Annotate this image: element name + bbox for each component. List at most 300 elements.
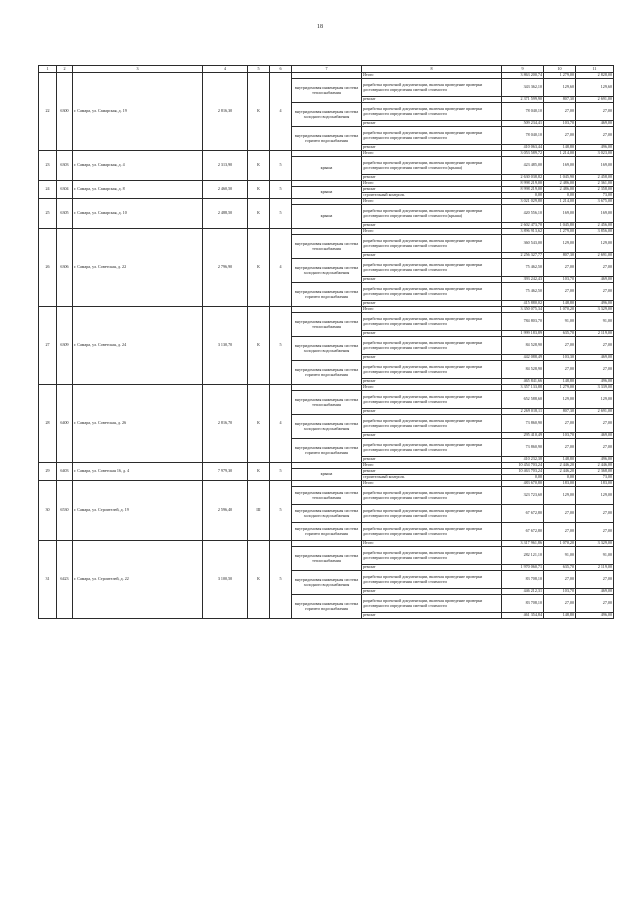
work-limit-cost: 2 691,00 (576, 97, 614, 103)
work-unit-cost: 27,00 (544, 505, 576, 523)
house-area: 2 313,90 (203, 151, 248, 181)
work-limit-cost: 27,00 (576, 361, 614, 379)
work-unit-cost: 27,00 (544, 439, 576, 457)
work-unit-cost: 103,70 (544, 277, 576, 283)
work-limit-cost: 73,00 (576, 475, 614, 481)
work-type: ремонт (362, 409, 502, 415)
work-cost: 67 672,80 (502, 523, 544, 541)
work-type: разработка проектной документации, включая проведение проверки достоверности определения сметной стоимости (362, 439, 502, 457)
house-code: 6530 (57, 481, 73, 541)
work-unit-cost: 148,80 (544, 379, 576, 385)
work-type: ремонт (362, 433, 502, 439)
work-type: ремонт (362, 331, 502, 337)
row-number: 30 (39, 481, 57, 541)
work-type: разработка проектной документации, включая проведение проверки достоверности определения сметной стоимости (362, 523, 502, 541)
row-number: 26 (39, 229, 57, 307)
work-type: ремонт (362, 613, 502, 619)
work-cost: 1 970 060,71 (502, 565, 544, 571)
work-type: ремонт (362, 187, 502, 193)
work-unit-cost: 807,30 (544, 97, 576, 103)
house-class: К (248, 463, 270, 481)
item-total-label: Итого (362, 463, 502, 469)
house-class: К (248, 229, 270, 307)
house-address: г. Самара, ул. Строителей, д. 19 (73, 481, 203, 541)
work-unit-cost: 27,00 (544, 337, 576, 355)
work-unit-cost: 91,00 (544, 313, 576, 331)
item-total-label: Итого (362, 307, 502, 313)
total-limit-cost: 3 329,00 (576, 541, 614, 547)
work-type: разработка проектной документации, включая проведение проверки достоверности определения сметной стоимости (362, 505, 502, 523)
house-code: 6309 (57, 307, 73, 385)
work-type: строительный контроль (362, 193, 502, 199)
work-unit-cost: 27,00 (544, 415, 576, 433)
item-total-label: Итого (362, 541, 502, 547)
total-limit-cost: 3 329,00 (576, 307, 614, 313)
column-number: 8 (362, 66, 502, 73)
work-cost: 420 556,10 (502, 205, 544, 223)
house-floors: 5 (270, 463, 292, 481)
house-floors: 5 (270, 151, 292, 181)
work-unit-cost: 1 045,80 (544, 223, 576, 229)
work-cost: 78 040,10 (502, 127, 544, 145)
work-type: ремонт (362, 277, 502, 283)
total-cost: 10 454 703,24 (502, 463, 544, 469)
house-address: г. Самара, ул. Самарская, д. 8 (73, 181, 203, 199)
work-limit-cost: 2 119,00 (576, 565, 614, 571)
system-name: внутридомовая инженерная система теплоснабжения (292, 313, 362, 337)
work-type: строительный контроль (362, 475, 502, 481)
row-number: 28 (39, 385, 57, 463)
work-type: разработка проектной документации, включая проведение проверки достоверности определения сметной стоимости (362, 547, 502, 565)
work-unit-cost: 0,00 (544, 193, 576, 199)
work-limit-cost: 129,00 (576, 391, 614, 409)
work-type: разработка проектной документации, включая проведение проверки достоверности определения сметной стоимости (362, 313, 502, 331)
column-number: 7 (292, 66, 362, 73)
work-limit-cost: 2 456,00 (576, 223, 614, 229)
total-cost: 3 021 029,80 (502, 199, 544, 205)
total-cost: 3 350 075,34 (502, 307, 544, 313)
work-type: ремонт (362, 175, 502, 181)
work-limit-cost: 169,00 (576, 205, 614, 223)
total-cost: 3 896 913,62 (502, 229, 544, 235)
work-type: разработка проектной документации, включая проведение проверки достоверности определения сметной стоимости (362, 415, 502, 433)
work-limit-cost: 496,00 (576, 457, 614, 463)
system-name: внутридомовая инженерная система горячего водоснабжения (292, 595, 362, 619)
work-cost: 295 410,49 (502, 433, 544, 439)
system-name: внутридомовая инженерная система теплоснабжения (292, 79, 362, 103)
work-type: разработка проектной документации, включая проведение проверки достоверности определения сметной стоимости (крыша) (362, 157, 502, 175)
work-limit-cost: 469,00 (576, 121, 614, 127)
work-unit-cost: 635,70 (544, 331, 576, 337)
column-number: 2 (57, 66, 73, 73)
system-name: крыша (292, 469, 362, 481)
work-unit-cost: 27,00 (544, 283, 576, 301)
column-number: 5 (248, 66, 270, 73)
house-area: 2 816,70 (203, 385, 248, 463)
work-type: разработка проектной документации, включая проведение проверки достоверности определения сметной стоимости (362, 259, 502, 277)
total-cost: 3 317 961,86 (502, 541, 544, 547)
work-unit-cost: 2 486,00 (544, 187, 576, 193)
house-area: 2 816,30 (203, 73, 248, 151)
total-limit-cost: 3 675,00 (576, 199, 614, 205)
house-area: 2 596,40 (203, 481, 248, 541)
work-unit-cost: 129,00 (544, 235, 576, 253)
house-address: г. Самара, ул. Строителей, д. 22 (73, 541, 203, 619)
work-limit-cost: 27,00 (576, 523, 614, 541)
work-limit-cost: 27,00 (576, 259, 614, 277)
work-limit-cost: 2 368,00 (576, 469, 614, 475)
work-unit-cost: 27,00 (544, 523, 576, 541)
work-limit-cost: 2 691,00 (576, 409, 614, 415)
work-cost: 360 543,00 (502, 235, 544, 253)
total-limit-cost: 2 828,00 (576, 73, 614, 79)
work-limit-cost: 496,00 (576, 145, 614, 151)
house-address: г. Самара, ул. Советская, д. 24 (73, 307, 203, 385)
house-class: К (248, 199, 270, 229)
system-name: внутридомовая инженерная система горячего водоснабжения (292, 439, 362, 463)
system-name: внутридомовая инженерная система горячего водоснабжения (292, 523, 362, 541)
row-number: 22 (39, 73, 57, 151)
work-unit-cost: 0,00 (544, 475, 576, 481)
house-code: 6300 (57, 73, 73, 151)
work-type: ремонт (362, 457, 502, 463)
house-code: 6400 (57, 385, 73, 463)
house-address: г. Самара, ул. Самарская, д. 19 (73, 73, 203, 151)
row-number: 25 (39, 199, 57, 229)
work-unit-cost: 148,80 (544, 301, 576, 307)
house-class: К (248, 151, 270, 181)
work-cost: 73 860,90 (502, 415, 544, 433)
work-unit-cost: 27,00 (544, 259, 576, 277)
row-number: 29 (39, 463, 57, 481)
work-limit-cost: 469,00 (576, 433, 614, 439)
work-type: разработка проектной документации, включая проведение проверки достоверности определения сметной стоимости (362, 487, 502, 505)
work-cost: 784 803,70 (502, 313, 544, 331)
work-limit-cost: 91,00 (576, 547, 614, 565)
work-cost: 83 708,10 (502, 595, 544, 613)
work-unit-cost: 103,70 (544, 433, 576, 439)
column-number: 11 (576, 66, 614, 73)
total-limit-cost: 2 361,00 (576, 181, 614, 187)
work-unit-cost: 129,60 (544, 79, 576, 97)
work-limit-cost: 469,00 (576, 277, 614, 283)
work-type: разработка проектной документации, включая проведение проверки достоверности определения сметной стоимости (362, 391, 502, 409)
work-unit-cost: 27,00 (544, 571, 576, 589)
house-code: 6423 (57, 541, 73, 619)
column-number: 10 (544, 66, 576, 73)
item-total-label: Итого (362, 181, 502, 187)
house-code: 6303 (57, 151, 73, 181)
house-code: 6403 (57, 463, 73, 481)
work-limit-cost: 27,00 (576, 571, 614, 589)
row-number: 31 (39, 541, 57, 619)
page-number: 18 (317, 24, 323, 30)
work-type: разработка проектной документации, включая проведение проверки достоверности определения сметной стоимости (362, 337, 502, 355)
house-area: 3 100,50 (203, 541, 248, 619)
work-type: ремонт (362, 469, 502, 475)
house-code: 6304 (57, 181, 73, 199)
work-unit-cost: 27,00 (544, 127, 576, 145)
work-limit-cost: 27,00 (576, 505, 614, 523)
system-name: внутридомовая инженерная система теплоснабжения (292, 235, 362, 259)
work-unit-cost: 27,00 (544, 595, 576, 613)
work-cost: 423 485,00 (502, 157, 544, 175)
total-cost: 8 998 219,00 (502, 181, 544, 187)
work-type: ремонт (362, 379, 502, 385)
work-cost: 84 528,90 (502, 361, 544, 379)
house-floors: 5 (270, 481, 292, 541)
work-type: разработка проектной документации, включая проведение проверки достоверности определения сметной стоимости (362, 571, 502, 589)
house-code: 6306 (57, 229, 73, 307)
work-cost: 2 602 473,70 (502, 223, 544, 229)
work-limit-cost: 27,00 (576, 337, 614, 355)
house-area: 2 488,50 (203, 199, 248, 229)
work-type: ремонт (362, 301, 502, 307)
work-type: ремонт (362, 355, 502, 361)
house-area: 7 979,30 (203, 463, 248, 481)
total-cost: 3 357 133,88 (502, 385, 544, 391)
system-name: внутридомовая инженерная система теплоснабжения (292, 487, 362, 505)
total-limit-cost: 3 856,00 (576, 229, 614, 235)
system-name: крыша (292, 187, 362, 199)
house-class: К (248, 181, 270, 199)
system-name: внутридомовая инженерная система холодного водоснабжения (292, 259, 362, 283)
work-limit-cost: 496,00 (576, 379, 614, 385)
system-name: внутридомовая инженерная система горячего водоснабжения (292, 127, 362, 151)
work-cost: 73 860,90 (502, 439, 544, 457)
system-name: крыша (292, 205, 362, 229)
house-class: К (248, 541, 270, 619)
work-unit-cost: 148,80 (544, 145, 576, 151)
work-limit-cost: 129,00 (576, 235, 614, 253)
house-address: г. Самара, ул. Самарская, д. 4 (73, 151, 203, 181)
item-total-label: Итого (362, 199, 502, 205)
work-type: разработка проектной документации, включая проведение проверки достоверности определения сметной стоимости (крыша) (362, 205, 502, 223)
work-limit-cost: 2 119,00 (576, 331, 614, 337)
work-unit-cost: 169,00 (544, 205, 576, 223)
total-limit-cost: 3 023,00 (576, 151, 614, 157)
work-limit-cost: 91,00 (576, 313, 614, 331)
work-unit-cost: 129,00 (544, 391, 576, 409)
system-name: внутридомовая инженерная система холодного водоснабжения (292, 415, 362, 439)
work-cost: 410 232,38 (502, 457, 544, 463)
work-cost: 442 088,49 (502, 355, 544, 361)
house-area: 2 460,50 (203, 181, 248, 199)
work-cost: 2 630 038,82 (502, 175, 544, 181)
work-unit-cost: 807,30 (544, 409, 576, 415)
work-limit-cost: 169,00 (576, 157, 614, 175)
house-class: К (248, 385, 270, 463)
work-type: ремонт (362, 121, 502, 127)
system-name: внутридомовая инженерная система теплоснабжения (292, 391, 362, 415)
column-number-row (39, 66, 614, 73)
work-type: ремонт (362, 223, 502, 229)
item-total-label: Итого (362, 73, 502, 79)
house-class: К (248, 307, 270, 385)
work-cost: 446 212,31 (502, 589, 544, 595)
work-unit-cost: 148,80 (544, 613, 576, 619)
work-limit-cost: 27,00 (576, 103, 614, 121)
house-address: г. Самара, ул. Советская 16, д. 4 (73, 463, 203, 481)
total-unit-cost: 1 070,20 (544, 307, 576, 313)
work-cost: 8 998 219,00 (502, 187, 544, 193)
column-number: 4 (203, 66, 248, 73)
house-floors: 5 (270, 199, 292, 229)
work-limit-cost: 2 691,00 (576, 253, 614, 259)
house-address: г. Самара, ул. Советская, д. 22 (73, 229, 203, 307)
work-cost: 509 234,41 (502, 121, 544, 127)
work-cost: 75 462,50 (502, 283, 544, 301)
system-name: внутридомовая инженерная система холодного водоснабжения (292, 103, 362, 127)
work-cost: 282 121,10 (502, 547, 544, 565)
work-unit-cost: 27,00 (544, 361, 576, 379)
total-cost: 3 053 589,72 (502, 151, 544, 157)
work-limit-cost: 496,00 (576, 613, 614, 619)
work-unit-cost: 169,00 (544, 157, 576, 175)
work-unit-cost: 807,30 (544, 253, 576, 259)
item-total-label: Итого (362, 385, 502, 391)
work-unit-cost: 1 045,90 (544, 175, 576, 181)
work-cost: 465 841,66 (502, 379, 544, 385)
work-type: разработка проектной документации, включая проведение проверки достоверности определения сметной стоимости (362, 79, 502, 97)
work-limit-cost: 2 358,00 (576, 187, 614, 193)
house-floors: 4 (270, 385, 292, 463)
total-unit-cost: 1 070,20 (544, 541, 576, 547)
total-unit-cost: 1 279,00 (544, 385, 576, 391)
work-limit-cost: 73,00 (576, 193, 614, 199)
work-cost: 2 269 018,11 (502, 409, 544, 415)
work-cost: 10 463 703,24 (502, 469, 544, 475)
column-number: 6 (270, 66, 292, 73)
system-name: внутридомовая инженерная система холодного водоснабжения (292, 505, 362, 523)
work-cost: 2 371 599,90 (502, 97, 544, 103)
work-limit-cost: 27,00 (576, 439, 614, 457)
work-type: разработка проектной документации, включая проведение проверки достоверности определения сметной стоимости (362, 235, 502, 253)
total-unit-cost: 1 279,00 (544, 73, 576, 79)
item-total-label: Итого (362, 151, 502, 157)
work-limit-cost: 469,00 (576, 355, 614, 361)
work-unit-cost: 103,70 (544, 121, 576, 127)
work-limit-cost: 27,00 (576, 595, 614, 613)
work-unit-cost: 2 446,20 (544, 469, 576, 475)
item-total-label: Итого (362, 481, 502, 487)
work-type: ремонт (362, 145, 502, 151)
work-type: разработка проектной документации, включая проведение проверки достоверности определения сметной стоимости (362, 595, 502, 613)
work-unit-cost: 27,00 (544, 103, 576, 121)
work-cost: 75 462,50 (502, 259, 544, 277)
total-unit-cost: 1 214,00 (544, 151, 576, 157)
work-limit-cost: 129,60 (576, 79, 614, 97)
house-area: 3 130,70 (203, 307, 248, 385)
work-limit-cost: 2 458,00 (576, 175, 614, 181)
total-limit-cost: 3 339,00 (576, 385, 614, 391)
house-code: 6305 (57, 199, 73, 229)
work-cost: 67 672,80 (502, 505, 544, 523)
house-address: г. Самара, ул. Самарская, д. 10 (73, 199, 203, 229)
work-limit-cost: 27,00 (576, 283, 614, 301)
system-name: крыша (292, 157, 362, 181)
work-limit-cost: 27,00 (576, 415, 614, 433)
column-number: 3 (73, 66, 203, 73)
house-floors: 5 (270, 307, 292, 385)
work-cost: 343 362,10 (502, 79, 544, 97)
total-limit-cost: 183,00 (576, 481, 614, 487)
system-name: внутридомовая инженерная система холодного водоснабжения (292, 571, 362, 595)
work-limit-cost: 27,00 (576, 127, 614, 145)
work-unit-cost: 103,70 (544, 589, 576, 595)
work-unit-cost: 129,00 (544, 487, 576, 505)
column-number: 9 (502, 66, 544, 73)
work-cost: 323 723,60 (502, 487, 544, 505)
house-class: Ш (248, 481, 270, 541)
total-cost: 483 670,80 (502, 481, 544, 487)
system-name: внутридомовая инженерная система горячего водоснабжения (292, 361, 362, 385)
house-floors: 4 (270, 73, 292, 151)
row-number: 24 (39, 181, 57, 199)
work-type: ремонт (362, 253, 502, 259)
total-limit-cost: 2 446,00 (576, 463, 614, 469)
total-unit-cost: 2 446,20 (544, 463, 576, 469)
work-type: разработка проектной документации, включая проведение проверки достоверности определения сметной стоимости (362, 127, 502, 145)
house-floors: 5 (270, 541, 292, 619)
column-number: 1 (39, 66, 57, 73)
work-cost: 393 242,43 (502, 277, 544, 283)
work-cost: 1 999 183,89 (502, 331, 544, 337)
row-number: 23 (39, 151, 57, 181)
work-cost: 415 880,02 (502, 301, 544, 307)
total-unit-cost: 2 486,00 (544, 181, 576, 187)
table-body (39, 73, 614, 619)
system-name: внутридомовая инженерная система холодного водоснабжения (292, 337, 362, 361)
item-total-label: Итого (362, 229, 502, 235)
work-limit-cost: 496,00 (576, 301, 614, 307)
work-cost: 78 040,10 (502, 103, 544, 121)
row-number: 27 (39, 307, 57, 385)
work-unit-cost: 635,70 (544, 565, 576, 571)
work-cost: 0,00 (502, 475, 544, 481)
work-type: ремонт (362, 589, 502, 595)
work-cost: 410 063,44 (502, 145, 544, 151)
work-limit-cost: 129,00 (576, 487, 614, 505)
system-name: внутридомовая инженерная система теплоснабжения (292, 547, 362, 571)
house-area: 2 796,90 (203, 229, 248, 307)
system-name: внутридомовая инженерная система горячего водоснабжения (292, 283, 362, 307)
total-cost: 3 863 200,74 (502, 73, 544, 79)
total-unit-cost: 1 214,00 (544, 199, 576, 205)
capital-repair-table (38, 65, 614, 619)
work-type: разработка проектной документации, включая проведение проверки достоверности определения сметной стоимости (362, 361, 502, 379)
house-floors: 4 (270, 229, 292, 307)
work-unit-cost: 148,80 (544, 457, 576, 463)
work-cost: 84 528,90 (502, 337, 544, 355)
total-unit-cost: 1 279,00 (544, 229, 576, 235)
total-unit-cost: 183,00 (544, 481, 576, 487)
work-unit-cost: 91,00 (544, 547, 576, 565)
work-cost: 652 588,60 (502, 391, 544, 409)
house-floors: 5 (270, 181, 292, 199)
work-type: ремонт (362, 565, 502, 571)
house-address: г. Самара, ул. Советская, д. 26 (73, 385, 203, 463)
work-type: разработка проектной документации, включая проведение проверки достоверности определения сметной стоимости (362, 283, 502, 301)
work-limit-cost: 469,00 (576, 589, 614, 595)
work-unit-cost: 103,30 (544, 355, 576, 361)
house-class: К (248, 73, 270, 151)
work-type: ремонт (362, 97, 502, 103)
work-cost: 0,00 (502, 193, 544, 199)
work-cost: 83 708,10 (502, 571, 544, 589)
work-cost: 461 354,84 (502, 613, 544, 619)
work-type: разработка проектной документации, включая проведение проверки достоверности определения сметной стоимости (362, 103, 502, 121)
